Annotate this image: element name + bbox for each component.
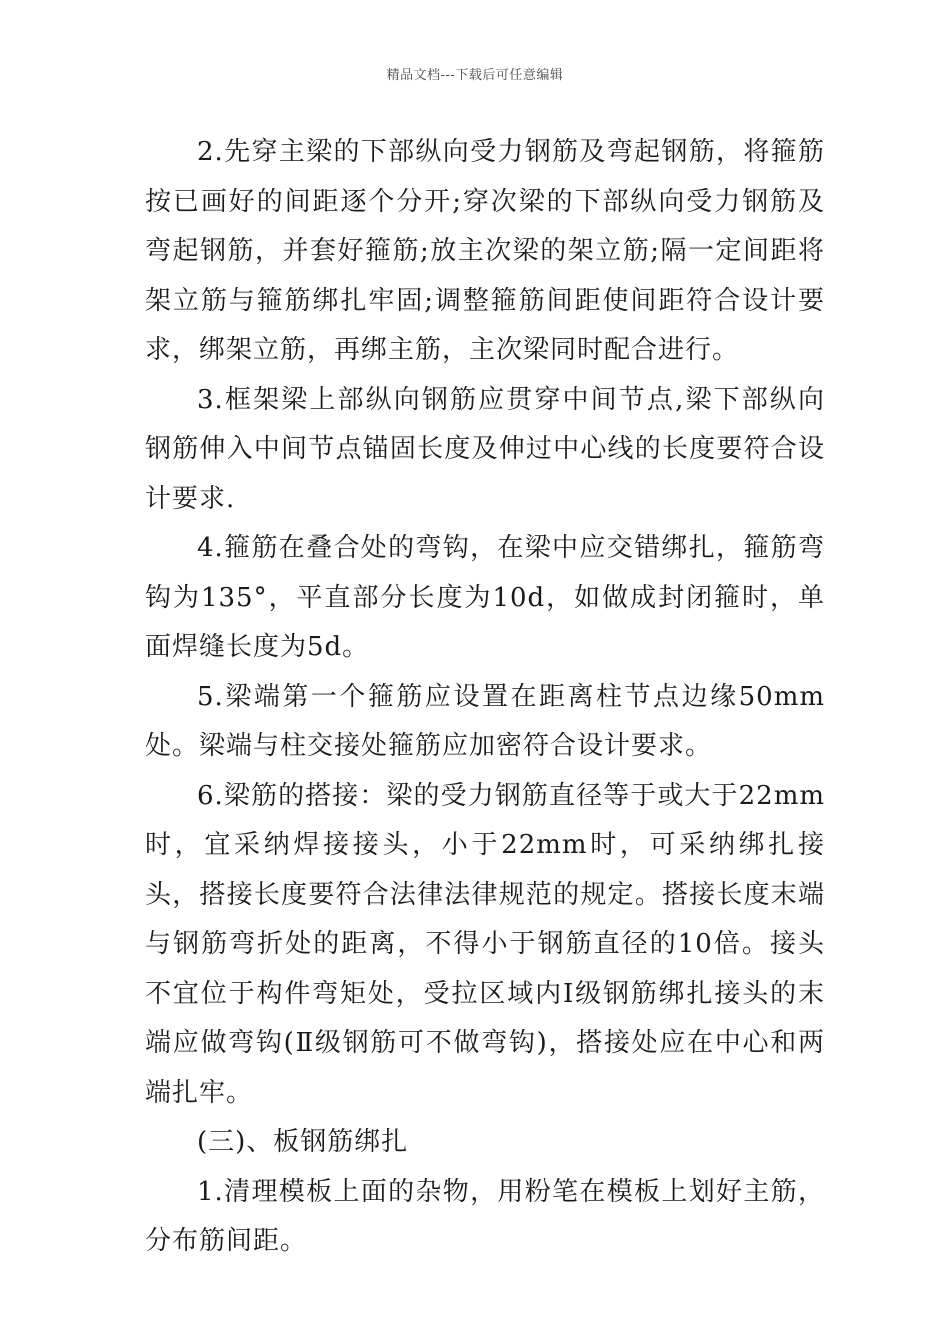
section-heading: (三)、板钢筋绑扎	[197, 1127, 409, 1157]
paragraph-step-3: 3.框架梁上部纵向钢筋应贯穿中间节点,梁下部纵向钢筋伸入中间节点锚固长度及伸过中心线的长度要符合设计要求.	[145, 384, 825, 514]
paragraph-step-6: 6.梁筋的搭接：梁的受力钢筋直径等于或大于22mm时，宜采纳焊接接头，小于22mm时，可采纳绑扎接头，搭接长度要符合法律法律规范的规定。搭接长度末端与钢筋弯折处的距离，不得小于钢筋直径的10倍。接头不宜位于构件弯矩处，受拉区域内Ⅰ级钢筋绑扎接头的末端应做弯钩(Ⅱ级钢筋可不做弯钩)，搭接处应在中心和两端扎牢。	[145, 780, 825, 1108]
paragraph-slab-step-1: 1.清理模板上面的杂物，用粉笔在模板上划好主筋，分布筋间距。	[145, 1176, 825, 1256]
paragraph-step-4: 4.箍筋在叠合处的弯钩，在梁中应交错绑扎，箍筋弯钩为135°，平直部分长度为10d，如做成封闭箍时，单面焊缝长度为5d。	[145, 533, 825, 662]
document-body	[145, 128, 825, 1267]
paragraph-step-2: 2.先穿主梁的下部纵向受力钢筋及弯起钢筋，将箍筋按已画好的间距逐个分开;穿次梁的下部纵向受力钢筋及弯起钢筋，并套好箍筋;放主次梁的架立筋;隔一定间距将架立筋与箍筋绑扎牢固;调整箍筋间距使间距符合设计要求，绑架立筋，再绑主筋，主次梁同时配合进行。	[145, 137, 825, 365]
paragraph-step-5: 5.梁端第一个箍筋应设置在距离柱节点边缘50mm处。梁端与柱交接处箍筋应加密符合设计要求。	[145, 681, 825, 761]
page-header: 精品文档---下载后可任意编辑	[386, 68, 564, 83]
